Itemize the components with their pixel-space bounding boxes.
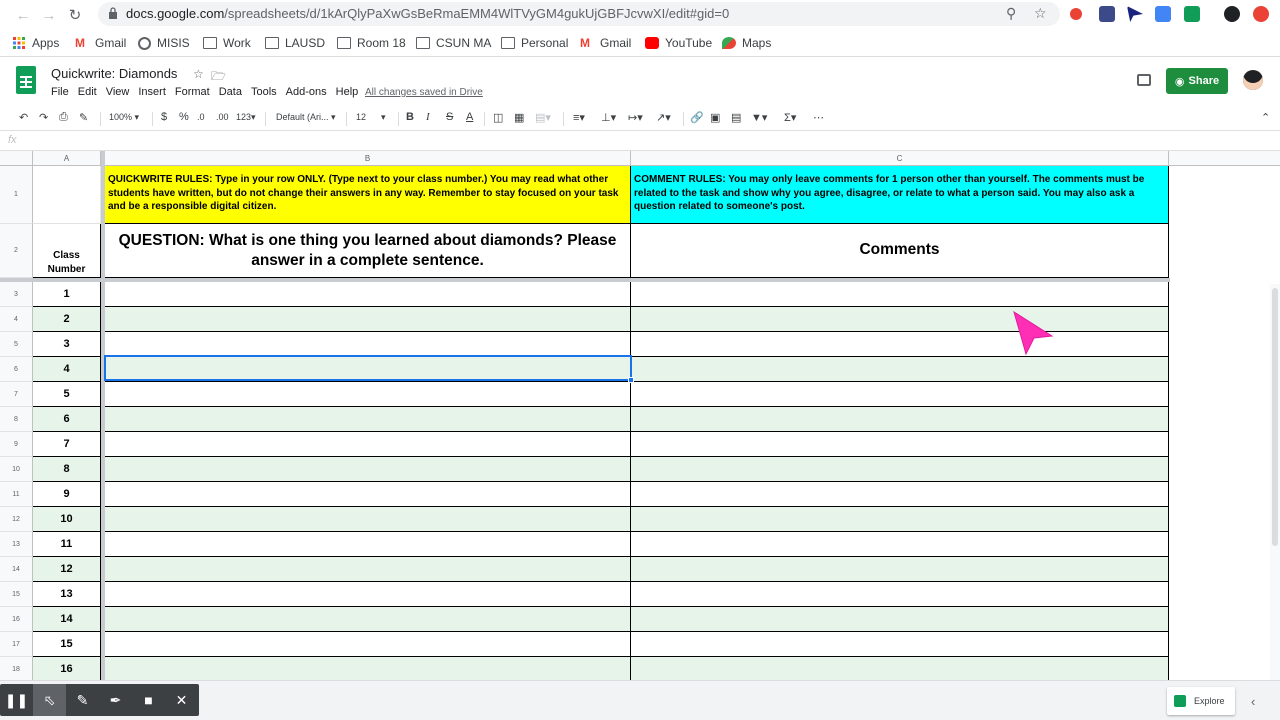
comment-rules-cell[interactable]: COMMENT RULES: You may only leave comments for 1 person other than yourself. The comments must be related to the task and show why you agree, disagree, or relate to what a person said. You may also ask a question related to someone's post. <box>631 166 1169 224</box>
redo-icon[interactable]: ↷ <box>39 112 49 124</box>
formatting-toolbar <box>0 107 1280 131</box>
comment-cell[interactable] <box>631 507 1169 532</box>
column-header-empty <box>1169 151 1280 166</box>
row-header[interactable]: 13 <box>0 532 33 557</box>
text-wrap-icon[interactable]: ↦▾ <box>628 112 643 124</box>
row-header[interactable]: 4 <box>0 307 33 332</box>
answer-cell[interactable] <box>105 482 631 507</box>
insert-chart-icon[interactable]: ▤ <box>731 112 742 124</box>
camera-icon[interactable]: ■ <box>144 692 153 708</box>
comment-history-icon[interactable] <box>1137 74 1151 86</box>
frozen-column-divider[interactable] <box>101 151 105 680</box>
bookmark-room-18[interactable]: Room 18 <box>337 36 406 50</box>
cell-a1[interactable] <box>33 166 101 224</box>
explore-button[interactable]: Explore <box>1167 687 1235 715</box>
class-number-header[interactable]: Class Number <box>33 224 101 278</box>
row-header[interactable]: 12 <box>0 507 33 532</box>
horizontal-align-icon[interactable]: ≡▾ <box>573 112 585 124</box>
comment-cell[interactable] <box>631 357 1169 382</box>
zoom-lens-icon[interactable]: ⚲ <box>1006 5 1017 21</box>
close-icon[interactable]: ✕ <box>175 691 188 708</box>
class-number-cell[interactable]: 15 <box>33 632 101 657</box>
back-arrow-icon[interactable]: ← <box>15 6 31 24</box>
italic-button[interactable]: I <box>426 111 430 123</box>
extension-icon[interactable] <box>1127 6 1143 22</box>
folder-icon <box>416 37 430 49</box>
comment-cell[interactable] <box>631 282 1169 307</box>
comment-cell[interactable] <box>631 482 1169 507</box>
bookmarks-bar <box>0 30 1280 57</box>
forward-arrow-icon[interactable]: → <box>41 6 57 24</box>
sheets-logo[interactable] <box>16 66 36 94</box>
select-all-corner[interactable] <box>0 151 33 166</box>
row-header[interactable]: 17 <box>0 632 33 657</box>
answer-cell[interactable] <box>105 557 631 582</box>
bookmark-gmail-2[interactable]: M Gmail <box>580 36 632 50</box>
document-title[interactable]: Quickwrite: Diamonds <box>51 66 178 81</box>
pen-icon[interactable]: ✎ <box>76 691 89 708</box>
selected-cell-b6[interactable] <box>104 355 632 381</box>
comment-cell[interactable] <box>631 332 1169 357</box>
row-header[interactable]: 11 <box>0 482 33 507</box>
bookmark-gmail[interactable]: M Gmail <box>75 36 127 50</box>
zoom-select[interactable]: 100% ▾ <box>109 112 140 122</box>
misis-icon <box>138 37 151 50</box>
menu-tools[interactable]: Tools <box>250 86 277 98</box>
comment-cell[interactable] <box>631 407 1169 432</box>
answer-cell[interactable] <box>105 307 631 332</box>
increase-decimal[interactable]: .00 <box>216 112 229 122</box>
answer-cell[interactable] <box>105 657 631 680</box>
answer-cell[interactable] <box>105 507 631 532</box>
gmail-icon: M <box>580 36 590 50</box>
address-bar[interactable] <box>98 2 1060 26</box>
bookmark-maps[interactable]: Maps <box>722 36 771 50</box>
text-color-button[interactable]: A <box>466 111 474 123</box>
more-formats[interactable]: 123▾ <box>236 112 256 122</box>
bookmark-apps[interactable]: Apps <box>12 36 59 50</box>
strikethrough-button[interactable]: S <box>446 111 454 123</box>
menu-view[interactable]: View <box>105 86 130 98</box>
answer-cell[interactable] <box>105 457 631 482</box>
comment-cell[interactable] <box>631 382 1169 407</box>
answer-cell[interactable] <box>105 432 631 457</box>
bookmark-personal[interactable]: Personal <box>501 36 568 50</box>
row-header[interactable]: 15 <box>0 582 33 607</box>
profile-avatar[interactable] <box>1224 6 1240 22</box>
answer-cell[interactable] <box>105 582 631 607</box>
class-number-cell[interactable]: 10 <box>33 507 101 532</box>
class-number-cell[interactable]: 1 <box>33 282 101 307</box>
row-header[interactable]: 5 <box>0 332 33 357</box>
bookmark-misis[interactable]: MISIS <box>138 36 190 50</box>
menu-edit[interactable]: Edit <box>77 86 97 98</box>
folder-icon <box>337 37 351 49</box>
class-number-cell[interactable]: 2 <box>33 307 101 332</box>
borders-icon[interactable]: ▦ <box>514 112 525 124</box>
fx-label: fx <box>8 134 17 146</box>
answer-cell[interactable] <box>105 632 631 657</box>
comment-cell[interactable] <box>631 432 1169 457</box>
menu-data[interactable]: Data <box>218 86 242 98</box>
menu-file[interactable]: File <box>51 86 69 98</box>
cursor-highlight-icon <box>1012 310 1054 356</box>
class-number-cell[interactable]: 14 <box>33 607 101 632</box>
pointer-icon[interactable]: ⬁ <box>33 684 66 716</box>
extension-icon[interactable] <box>1070 8 1082 20</box>
comment-cell[interactable] <box>631 557 1169 582</box>
font-size-select[interactable]: 12 ▾ <box>356 112 386 122</box>
url-text: docs.google.com/spreadsheets/d/1kArQlyPaXwGsBeRmaEMM4WlTVyGM4gukUjGBFJcvwXI/edit#gid=0 <box>126 6 730 21</box>
class-number-cell[interactable]: 4 <box>33 357 101 382</box>
insert-comment-icon[interactable]: ▣ <box>710 112 721 124</box>
print-icon[interactable]: ⎙ <box>59 111 68 123</box>
screen-recorder-toolbar <box>0 684 199 716</box>
frozen-row-divider[interactable] <box>0 278 1170 282</box>
star-icon[interactable]: ☆ <box>1034 5 1047 21</box>
row-header[interactable]: 18 <box>0 657 33 680</box>
row-header[interactable]: 16 <box>0 607 33 632</box>
reload-icon[interactable]: ↻ <box>68 7 82 24</box>
comment-cell[interactable] <box>631 307 1169 332</box>
lock-icon <box>108 7 118 19</box>
fill-color-icon[interactable]: ◫ <box>493 112 504 124</box>
paint-format-icon[interactable]: ✎ <box>79 112 89 124</box>
question-cell[interactable]: QUESTION: What is one thing you learned about diamonds? Please answer in a complete sentence. <box>105 224 631 278</box>
apps-grid-icon <box>12 37 26 49</box>
menu-help[interactable]: Help <box>335 86 359 98</box>
class-number-cell[interactable]: 13 <box>33 582 101 607</box>
filter-icon[interactable]: ▼▾ <box>751 112 768 124</box>
font-select[interactable]: Default (Ari... ▾ <box>276 112 336 122</box>
comments-header[interactable]: Comments <box>631 224 1169 278</box>
bold-button[interactable]: B <box>406 111 414 123</box>
class-number-cell[interactable]: 7 <box>33 432 101 457</box>
vertical-align-icon[interactable]: ⊥▾ <box>601 112 617 124</box>
pause-icon[interactable]: ❚❚ <box>4 691 29 708</box>
chevron-left-icon[interactable]: ‹ <box>1251 694 1256 709</box>
class-number-cell[interactable]: 9 <box>33 482 101 507</box>
row-header[interactable]: 9 <box>0 432 33 457</box>
fill-handle[interactable] <box>628 377 634 383</box>
more-icon[interactable]: ⋯ <box>813 112 824 124</box>
row-header[interactable]: 3 <box>0 282 33 307</box>
column-header-b[interactable]: B <box>105 151 631 166</box>
formula-bar[interactable] <box>0 131 1280 151</box>
folder-icon <box>203 37 217 49</box>
row-header[interactable]: 7 <box>0 382 33 407</box>
class-number-cell[interactable]: 6 <box>33 407 101 432</box>
globe-icon: ◉ <box>1174 75 1185 88</box>
menu-format[interactable]: Format <box>174 86 210 98</box>
merge-cells-icon[interactable]: ▤▾ <box>535 112 551 124</box>
percent-format[interactable]: % <box>179 111 189 123</box>
comment-cell[interactable] <box>631 582 1169 607</box>
bookmark-work[interactable]: Work <box>203 36 251 50</box>
star-icon[interactable]: ☆ <box>193 67 204 81</box>
explore-icon <box>1174 695 1186 707</box>
class-number-cell[interactable]: 11 <box>33 532 101 557</box>
bookmark-lausd[interactable]: LAUSD <box>265 36 325 50</box>
currency-format[interactable]: $ <box>161 111 168 123</box>
column-header-a[interactable]: A <box>33 151 101 166</box>
vertical-scrollbar-thumb[interactable] <box>1272 288 1278 546</box>
highlighter-icon[interactable]: ✒ <box>109 691 122 708</box>
class-number-cell[interactable]: 3 <box>33 332 101 357</box>
extension-icon[interactable] <box>1099 6 1115 22</box>
decrease-decimal[interactable]: .0 <box>197 112 205 122</box>
comment-cell[interactable] <box>631 632 1169 657</box>
youtube-icon <box>645 37 659 49</box>
insert-link-icon[interactable]: 🔗 <box>690 112 704 124</box>
bookmark-youtube[interactable]: YouTube <box>645 36 712 50</box>
answer-cell[interactable] <box>105 407 631 432</box>
extension-icon[interactable] <box>1155 6 1171 22</box>
move-folder-icon[interactable]: 🗁 <box>211 69 226 83</box>
undo-icon[interactable]: ↶ <box>19 112 29 124</box>
folder-icon <box>265 37 279 49</box>
comment-cell[interactable] <box>631 607 1169 632</box>
answer-cell[interactable] <box>105 282 631 307</box>
menu-bar <box>51 86 367 98</box>
menu-insert[interactable]: Insert <box>138 86 166 98</box>
row-header[interactable]: 14 <box>0 557 33 582</box>
answer-cell[interactable] <box>105 332 631 357</box>
answer-cell[interactable] <box>105 382 631 407</box>
collapse-menu-icon[interactable]: ⌃ <box>1261 112 1271 124</box>
quickwrite-rules-cell[interactable]: QUICKWRITE RULES: Type in your row ONLY. (Type next to your class number.) You may read what other students have written, but do not change their answers in any way. Remember to stay focused on your task and be a responsible digital citizen. <box>105 166 631 224</box>
account-avatar[interactable] <box>1243 70 1263 90</box>
class-number-cell[interactable]: 12 <box>33 557 101 582</box>
row-header[interactable]: 8 <box>0 407 33 432</box>
answer-cell[interactable] <box>105 607 631 632</box>
comment-cell[interactable] <box>631 657 1169 680</box>
class-number-cell[interactable]: 16 <box>33 657 101 680</box>
row-header[interactable]: 10 <box>0 457 33 482</box>
comment-cell[interactable] <box>631 532 1169 557</box>
functions-icon[interactable]: Σ▾ <box>784 112 797 124</box>
column-header-c[interactable]: C <box>631 151 1169 166</box>
row-header[interactable]: 6 <box>0 357 33 382</box>
text-rotate-icon[interactable]: ↗▾ <box>656 112 671 124</box>
save-status[interactable]: All changes saved in Drive <box>365 87 483 98</box>
folder-icon <box>501 37 515 49</box>
comment-cell[interactable] <box>631 457 1169 482</box>
class-number-cell[interactable]: 5 <box>33 382 101 407</box>
extension-icon[interactable] <box>1184 6 1200 22</box>
maps-icon <box>722 37 736 49</box>
browser-toolbar <box>0 0 1280 30</box>
menu-add-ons[interactable]: Add-ons <box>285 86 327 98</box>
row-header[interactable]: 2 <box>0 224 33 278</box>
spreadsheet-grid[interactable] <box>0 151 1280 680</box>
row-header[interactable]: 1 <box>0 166 33 224</box>
bookmark-csun-ma[interactable]: CSUN MA <box>416 36 491 50</box>
answer-cell[interactable] <box>105 532 631 557</box>
gmail-icon: M <box>75 36 85 50</box>
share-button[interactable]: ◉ Share <box>1166 68 1228 94</box>
menu-icon[interactable] <box>1253 6 1269 22</box>
class-number-cell[interactable]: 8 <box>33 457 101 482</box>
